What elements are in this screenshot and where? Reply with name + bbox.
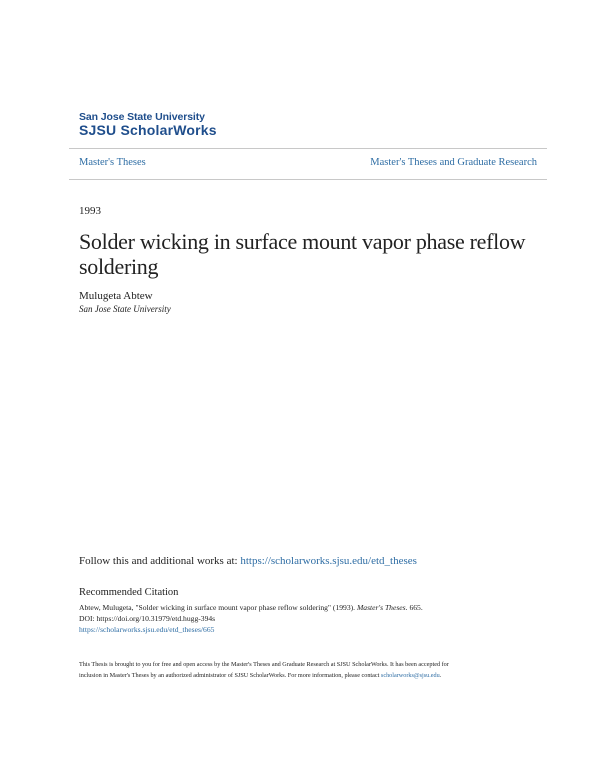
citation-doi: DOI: https://doi.org/10.31979/etd.hugg-394s xyxy=(79,614,216,623)
access-notice-line1: This Thesis is brought to you for free and open access by the Master's Theses and Graduate Research at SJSU ScholarWorks. It has been accepted for xyxy=(79,661,449,668)
recommended-citation-heading: Recommended Citation xyxy=(79,587,179,598)
follow-link[interactable]: https://scholarworks.sjsu.edu/etd_theses xyxy=(240,555,417,567)
citation-text-before: Abtew, Mulugeta, "Solder wicking in surface mount vapor phase reflow soldering" (1993). xyxy=(79,603,357,612)
masters-theses-link[interactable]: Master's Theses xyxy=(79,157,146,168)
follow-label: Follow this and additional works at: xyxy=(79,555,241,567)
citation-url-link[interactable]: https://scholarworks.sjsu.edu/etd_theses/665 xyxy=(79,625,215,634)
header-divider-top xyxy=(69,148,547,149)
access-notice-text: inclusion in Master's Theses by an authorized administrator of SJSU ScholarWorks. For more information, please contact xyxy=(79,672,381,679)
follow-line xyxy=(79,555,417,567)
citation-text xyxy=(79,603,423,612)
thesis-title: Solder wicking in surface mount vapor phase reflow soldering xyxy=(79,229,526,279)
header-divider-bottom xyxy=(69,179,547,180)
author-name: Mulugeta Abtew xyxy=(79,290,153,302)
masters-theses-graduate-research-link[interactable]: Master's Theses and Graduate Research xyxy=(370,157,537,168)
contact-email-link[interactable]: scholarworks@sjsu.edu xyxy=(380,672,440,679)
access-notice-end: . xyxy=(439,672,442,679)
citation-series: Master's Theses xyxy=(356,603,406,612)
university-name: San Jose State University xyxy=(79,111,205,123)
author-affiliation: San Jose State University xyxy=(79,304,171,314)
repository-name[interactable]: SJSU ScholarWorks xyxy=(79,122,217,138)
access-notice-line2 xyxy=(79,672,441,679)
citation-text-after: . 665. xyxy=(405,603,423,612)
publication-year: 1993 xyxy=(79,205,101,217)
